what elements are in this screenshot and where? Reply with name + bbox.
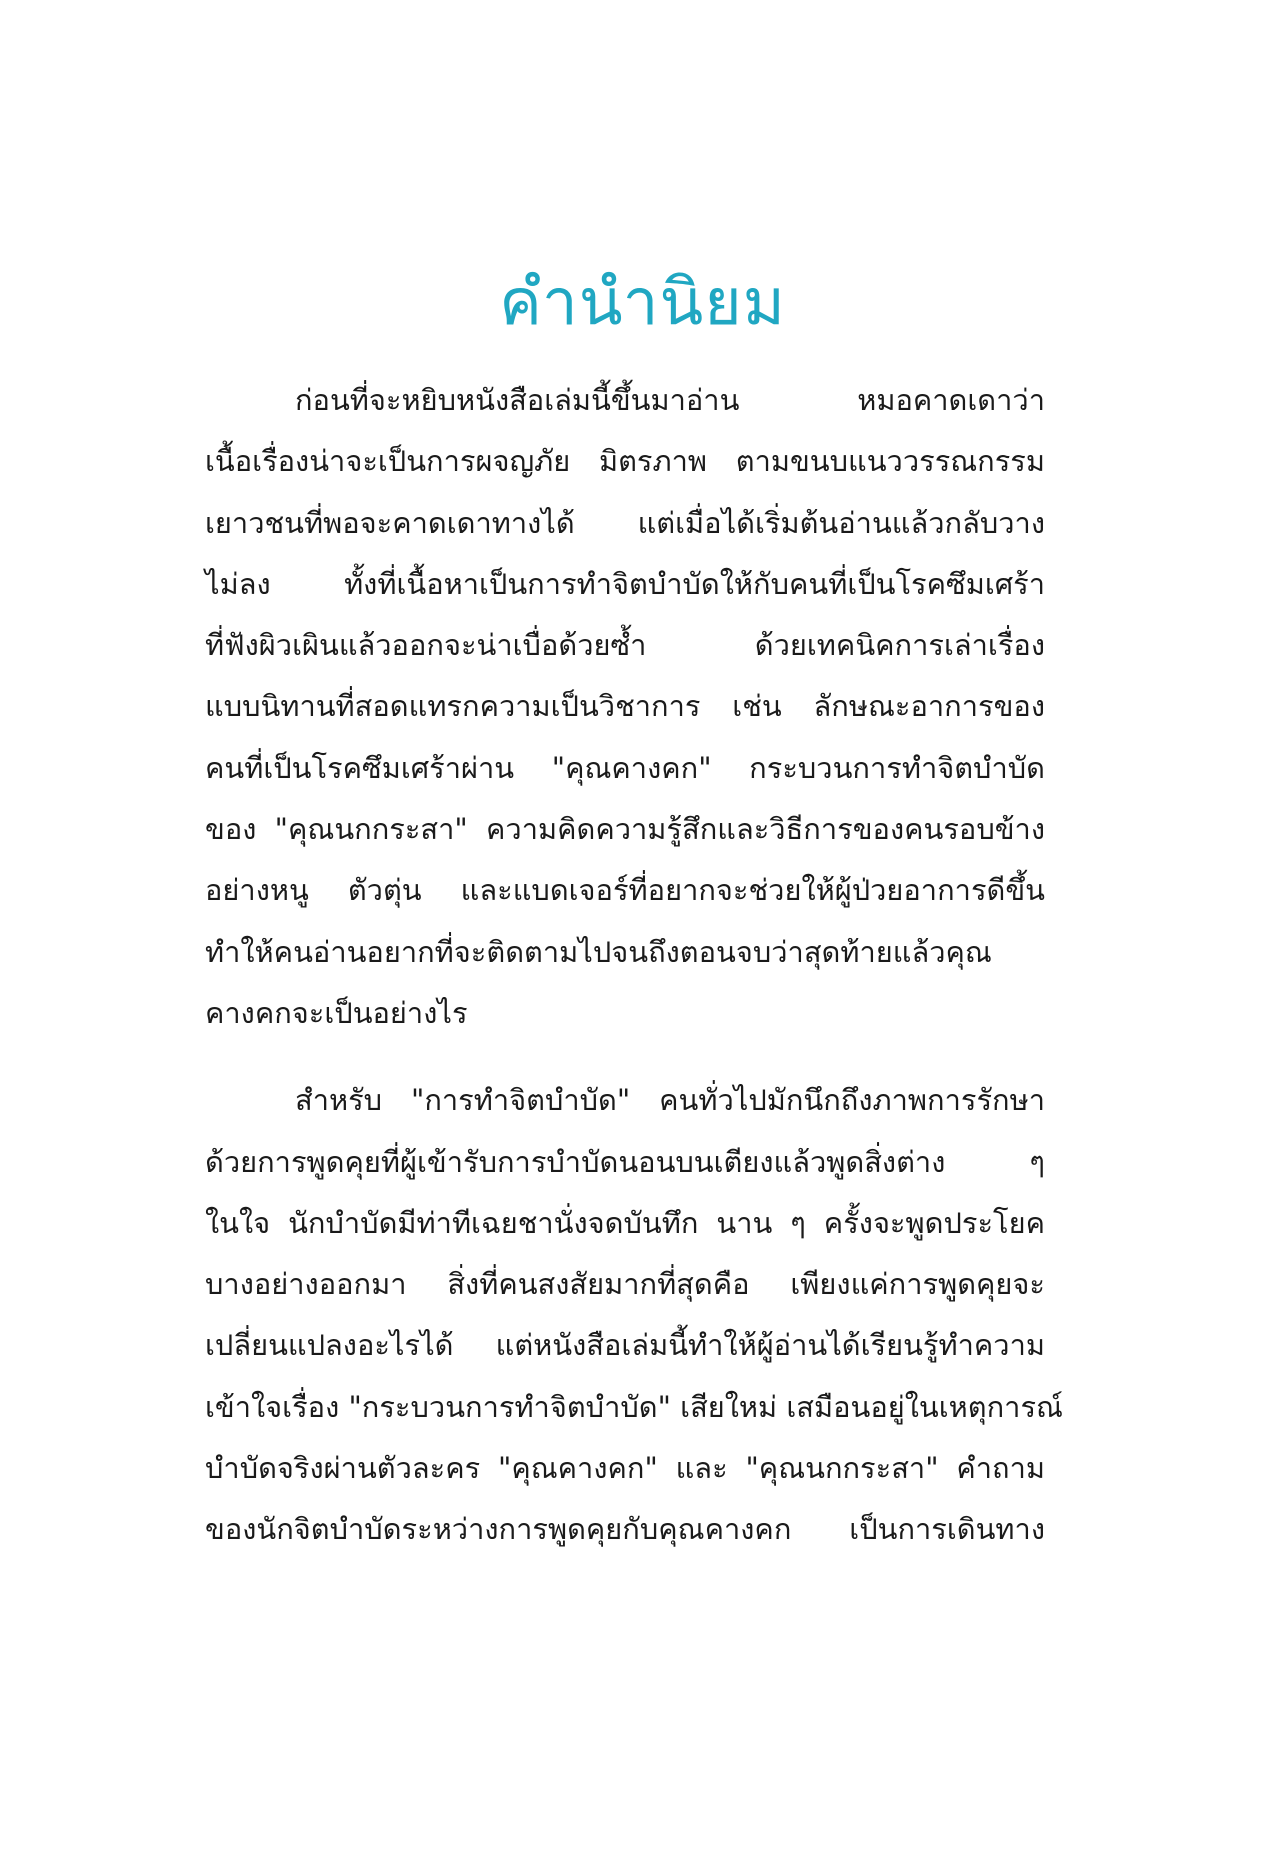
text-line: ด้วยการพูดคุยที่ผู้เข้ารับการบำบัดนอนบนเตียงแล้วพูดสิ่งต่าง ๆ [205,1144,1045,1179]
text-line: บางอย่างออกมา สิ่งที่คนสงสัยมากที่สุดคือ เพียงแค่การพูดคุยจะ [205,1267,1045,1302]
text-line: เนื้อเรื่องน่าจะเป็นการผจญภัย มิตรภาพ ตามขนบแนววรรณกรรม [205,444,1045,479]
body-text [205,370,1063,1561]
text-line: เปลี่ยนแปลงอะไรได้ แต่หนังสือเล่มนี้ทำให้ผู้อ่านได้เรียนรู้ทำความ [205,1328,1045,1363]
page-title: คำนำนิยม [499,266,786,340]
paragraph-1 [205,370,1045,1044]
paragraph-2 [205,1070,1063,1560]
text-line: ในใจ นักบำบัดมีท่าทีเฉยชานั่งจดบันทึก นาน ๆ ครั้งจะพูดประโยค [205,1205,1045,1240]
text-line: ก่อนที่จะหยิบหนังสือเล่มนี้ขึ้นมาอ่าน หมอคาดเดาว่า [295,383,1045,417]
text-line: บำบัดจริงผ่านตัวละคร "คุณคางคก" และ "คุณนกกระสา" คำถาม [205,1451,1045,1486]
text-line: อย่างหนู ตัวตุ่น และแบดเจอร์ที่อยากจะช่วยให้ผู้ป่วยอาการดีขึ้น [205,873,1045,908]
text-line: คนที่เป็นโรคซึมเศร้าผ่าน "คุณคางคก" กระบวนการทำจิตบำบัด [205,750,1045,785]
text-line: ทำให้คนอ่านอยากที่จะติดตามไปจนถึงตอนจบว่าสุดท้ายแล้วคุณ [205,934,992,969]
text-line: สำหรับ "การทำจิตบำบัด" คนทั่วไปมักนึกถึงภาพการรักษา [295,1083,1045,1118]
text-line: ที่ฟังผิวเผินแล้วออกจะน่าเบื่อด้วยซ้ำ ด้วยเทคนิคการเล่าเรื่อง [205,628,1045,663]
text-line: ของ "คุณนกกระสา" ความคิดความรู้สึกและวิธีการของคนรอบข้าง [205,812,1045,847]
text-line: แบบนิทานที่สอดแทรกความเป็นวิชาการ เช่น ลักษณะอาการของ [205,689,1045,724]
text-line: คางคกจะเป็นอย่างไร [205,995,468,1030]
text-line: เข้าใจเรื่อง "กระบวนการทำจิตบำบัด" เสียใหม่ เสมือนอยู่ในเหตุการณ์ [205,1389,1063,1424]
text-line: ไม่ลง ทั้งที่เนื้อหาเป็นการทำจิตบำบัดให้กับคนที่เป็นโรคซึมเศร้า [205,566,1045,601]
text-line: เยาวชนที่พอจะคาดเดาทางได้ แต่เมื่อได้เริ่มต้นอ่านแล้วกลับวาง [205,505,1045,540]
text-line: ของนักจิตบำบัดระหว่างการพูดคุยกับคุณคางคก เป็นการเดินทาง [205,1512,1045,1547]
